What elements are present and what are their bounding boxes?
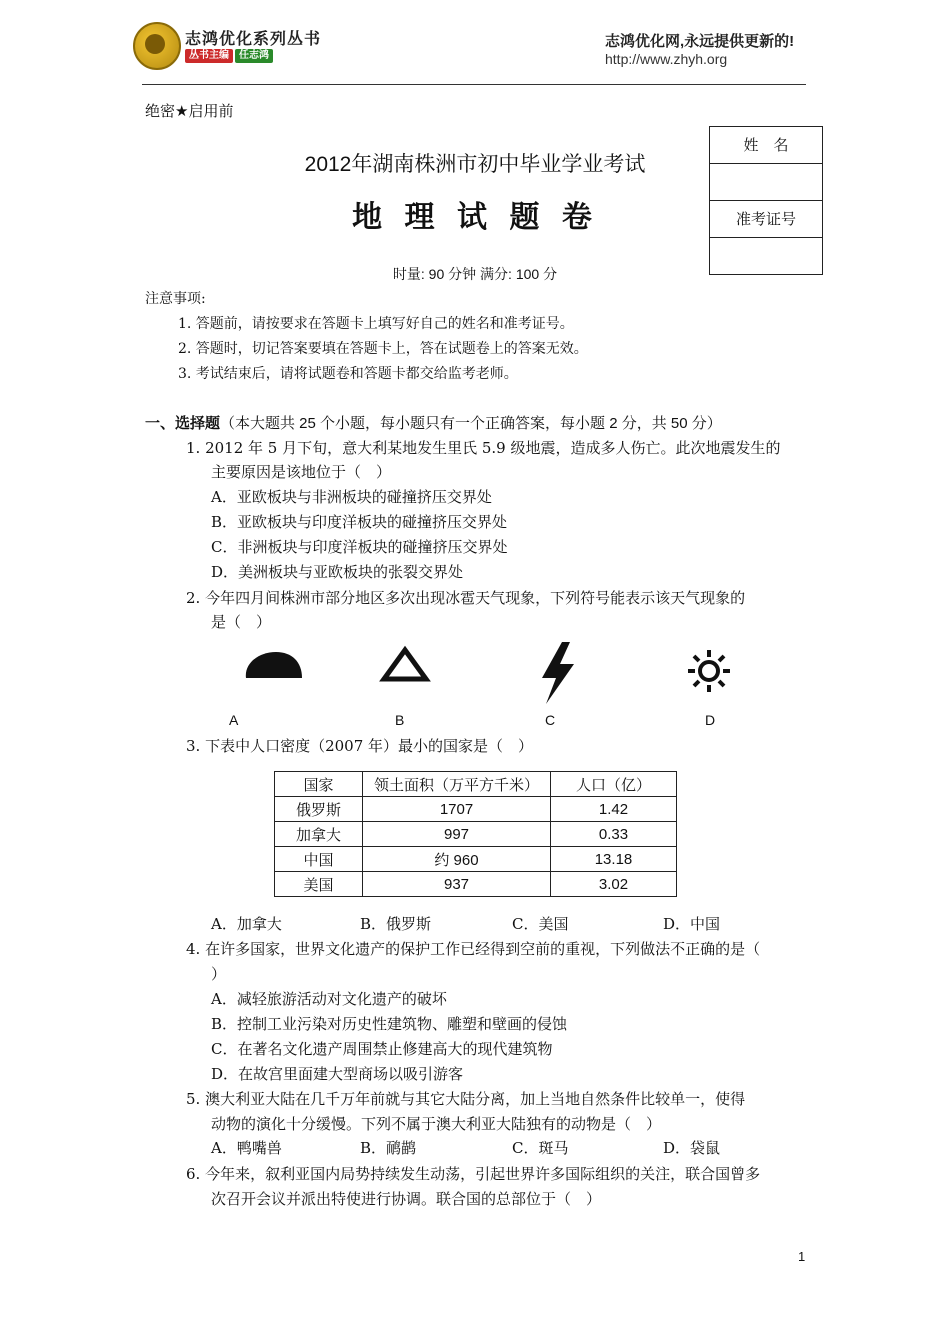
editor-label: 丛书主编 [185,49,233,63]
section-heading [145,412,722,433]
symbol-label-c: C [545,712,556,728]
exam-time-info: 时量: 90 分钟 满分: 100 分 [392,266,558,282]
table-row [275,872,677,897]
table-header-cell: 领土面积（万平方千米） [363,772,551,797]
section-heading-rest: （本大题共 25 个小题，每小题只有一个正确答案，每小题 2 分，共 50 分） [220,415,722,432]
q1-option-d: D．美洲板块与亚欧板块的张裂交界处 [211,563,464,581]
q1-option-a: A．亚欧板块与非洲板块的碰撞挤压交界处 [211,488,492,506]
table-cell: 1707 [363,797,551,822]
page-number: 1 [798,1249,806,1264]
exam-subtitle: 地 理 试 题 卷 [352,200,598,235]
table-cell: 13.18 [551,847,677,872]
q5-option-b: B．鸸鹋 [360,1139,417,1157]
header-divider [142,84,806,85]
q5-option-a: A．鸭嘴兽 [211,1139,282,1157]
q3-option-d: D．中国 [663,915,721,933]
q4-option-a: A．减轻旅游活动对文化遗产的破坏 [211,990,447,1008]
q6-line2: 次召开会议并派出特使进行协调。联合国的总部位于（ ） [211,1190,602,1208]
table-cell: 1.42 [551,797,677,822]
symbol-label-a: A [229,712,239,728]
exam-title: 2012年湖南株洲市初中毕业学业考试 [304,153,646,176]
logo-emblem-center [145,34,165,54]
notice-item: 2. 答题时，切记答案要填在答题卡上，答在试题卷上的答案无效。 [178,341,588,357]
q3-option-a: A．加拿大 [211,915,282,933]
table-header-cell: 国家 [275,772,363,797]
q2-line1: 2. 今年四月间株洲市部分地区多次出现冰雹天气现象，下列符号能表示该天气现象的 [186,589,746,607]
q4-line2: ） [211,965,227,983]
editor-name: 任志鸿 [235,49,273,63]
q1-line1: 1. 2012 年 5 月下旬，意大利某地发生里氏 5.9 级地震，造成多人伤亡。此次地震发生的 [186,439,781,457]
q5-option-d: D．袋鼠 [663,1139,721,1157]
hail-triangle-icon [378,644,432,684]
q5-option-c: C．斑马 [512,1139,569,1157]
q6-line1: 6. 今年来，叙利亚国内局势持续发生动荡，引起世界许多国际组织的关注，联合国曾多 [186,1165,761,1183]
q4-option-c: C．在著名文化遗产周围禁止修建高大的现代建筑物 [211,1040,553,1058]
table-cell: 中国 [275,847,363,872]
symbol-label-b: B [395,712,405,728]
table-cell: 0.33 [551,822,677,847]
exam-no-field[interactable] [710,238,822,274]
table-cell: 俄罗斯 [275,797,363,822]
table-cell: 美国 [275,872,363,897]
table-cell: 937 [363,872,551,897]
q3-line1: 3. 下表中人口密度（2007 年）最小的国家是（ ） [186,737,534,755]
lightning-icon [534,640,580,706]
sun-icon [684,648,734,694]
table-row [275,847,677,872]
q2-line2: 是（ ） [211,613,272,631]
table-header-row [275,772,677,797]
name-field[interactable] [710,164,822,201]
exam-no-label: 准考证号 [710,201,822,238]
name-label: 姓 名 [710,127,822,164]
q1-line2: 主要原因是该地位于（ ） [211,463,392,481]
section-heading-bold: 一、选择题 [145,415,221,432]
brand-name: 志鸿优化系列丛书 [185,31,322,48]
q4-option-b: B．控制工业污染对历史性建筑物、雕塑和壁画的侵蚀 [211,1015,568,1033]
notice-heading: 注意事项: [145,291,206,307]
notice-item: 3. 考试结束后，请将试题卷和答题卡都交给监考老师。 [178,366,518,382]
candidate-id-box [709,126,823,275]
symbol-label-d: D [705,712,716,728]
table-header-cell: 人口（亿） [551,772,677,797]
notice-item: 1. 答题前，请按要求在答题卡上填写好自己的姓名和准考证号。 [178,316,574,332]
editor-badge [185,49,273,63]
q3-option-b: B．俄罗斯 [360,915,432,933]
table-row [275,797,677,822]
header-slogan: 志鸿优化网,永远提供更新的! [605,33,795,50]
table-row [275,822,677,847]
q4-option-d: D．在故宫里面建大型商场以吸引游客 [211,1065,464,1083]
table-cell: 997 [363,822,551,847]
q1-option-b: B．亚欧板块与印度洋板块的碰撞挤压交界处 [211,513,508,531]
header-url[interactable]: http://www.zhyh.org [605,51,728,67]
secret-label: 绝密★启用前 [145,103,234,120]
q3-option-c: C．美国 [512,915,569,933]
q1-option-c: C．非洲板块与印度洋板块的碰撞挤压交界处 [211,538,508,556]
table-cell: 约 960 [363,847,551,872]
q4-line1: 4. 在许多国家，世界文化遗产的保护工作已经得到空前的重视，下列做法不正确的是（ [186,940,761,958]
table-cell: 3.02 [551,872,677,897]
table-cell: 加拿大 [275,822,363,847]
population-table [274,771,677,897]
q5-line2: 动物的演化十分缓慢。下列不属于澳大利亚大陆独有的动物是（ ） [211,1115,662,1133]
q5-line1: 5. 澳大利亚大陆在几千万年前就与其它大陆分离，加上当地自然条件比较单一，使得 [186,1090,746,1108]
cloud-icon [240,644,306,682]
